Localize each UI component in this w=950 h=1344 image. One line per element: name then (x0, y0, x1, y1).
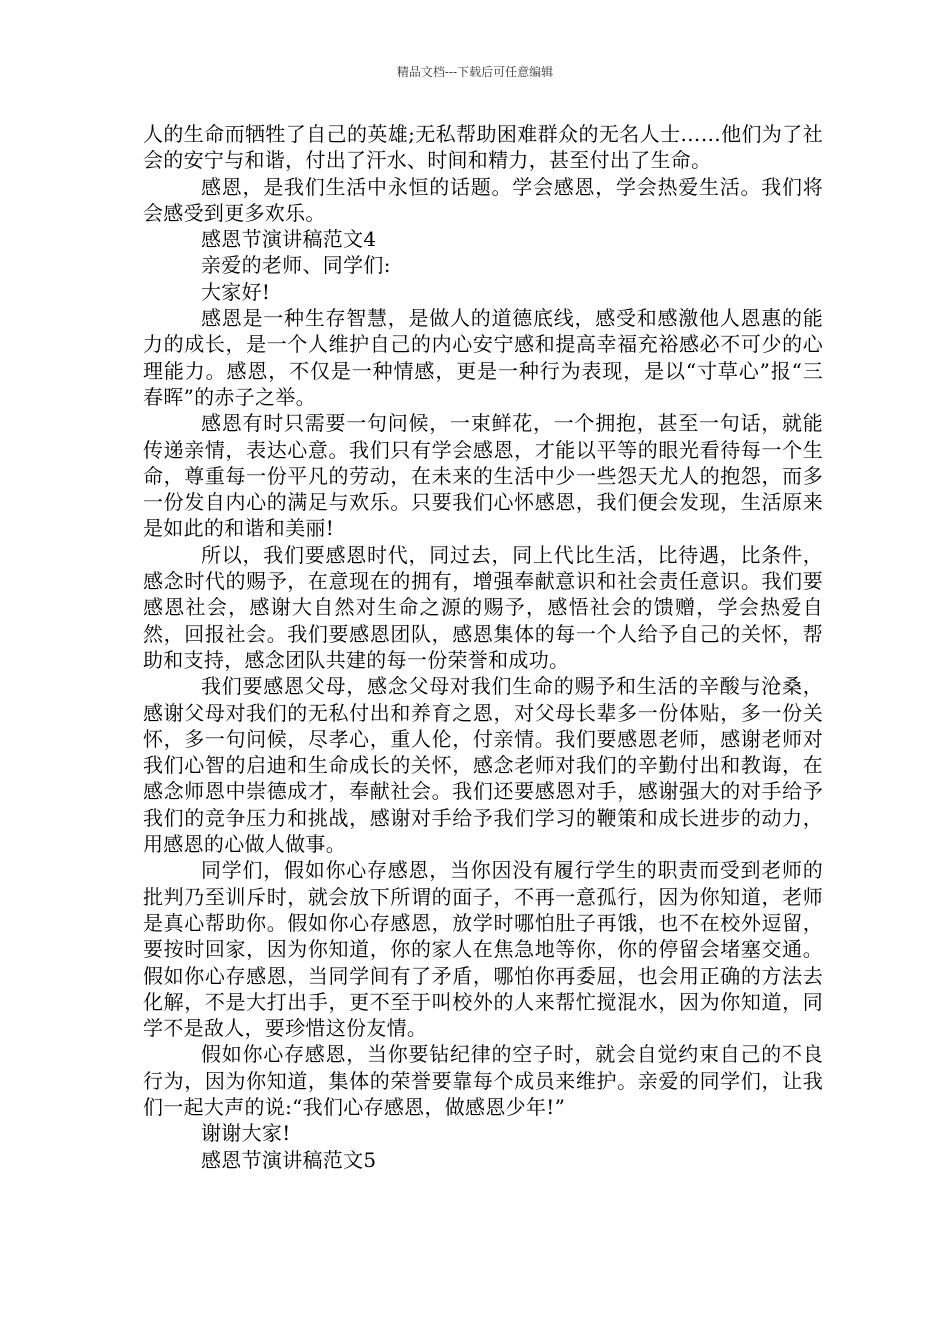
paragraph: 感恩是一种生存智慧，是做人的道德底线，感受和感激他人恩惠的能力的成长，是一个人维护自己的内心安宁感和提高幸福充裕感必不可少的心理能力。感恩，不仅是一种情感，更是一种行为表现，是以“寸草心”报“三春晖”的赤子之举。 (143, 306, 823, 409)
paragraph: 大家好! (201, 279, 271, 304)
page-header: 精品文档---下载后可任意编辑 (396, 65, 554, 79)
paragraph: 谢谢大家! (201, 1121, 291, 1146)
paragraph: 同学们，假如你心存感恩，当你因没有履行学生的职责而受到老师的批判乃至训斥时，就会放下所谓的面子，不再一意孤行，因为你知道，老师是真心帮助你。假如你心存感恩，放学时哪怕肚子再饿，也不在校外逗留，要按时回家，因为你知道，你的家人在焦急地等你，你的停留会堵塞交通。假如你心存感恩，当同学间有了矛盾，哪怕你再委屈，也会用正确的方法去化解，不是大打出手，更不至于叫校外的人来帮忙搅混水，因为你知道，同学不是敌人，要珍惜这份友情。 (143, 858, 823, 1041)
paragraph: 假如你心存感恩，当你要钻纪律的空子时，就会自觉约束自己的不良行为，因为你知道，集体的荣誉要靠每个成员来维护。亲爱的同学们，让我们一起大声的说:“我们心存感恩，做感恩少年!” (143, 1042, 823, 1119)
paragraph: 人的生命而牺牲了自己的英雄;无私帮助困难群众的无名人士……他们为了社会的安宁与和谐，付出了汗水、时间和精力，甚至付出了生命。 (143, 122, 823, 173)
document-body (143, 121, 823, 1173)
paragraph: 感恩，是我们生活中永恒的话题。学会感恩，学会热爱生活。我们将会感受到更多欢乐。 (143, 174, 823, 225)
paragraph: 亲爱的老师、同学们: (201, 253, 391, 278)
paragraph: 所以，我们要感恩时代，同过去，同上代比生活，比待遇，比条件，感念时代的赐予，在意现在的拥有，增强奉献意识和社会责任意识。我们要感恩社会，感谢大自然对生命之源的赐予，感悟社会的馈赠，学会热爱自然，回报社会。我们要感恩团队，感恩集体的每一个人给予自己的关怀，帮助和支持，感念团队共建的每一份荣誉和成功。 (143, 542, 823, 672)
paragraph: 我们要感恩父母，感念父母对我们生命的赐予和生活的辛酸与沧桑，感谢父母对我们的无私付出和养育之恩，对父母长辈多一份体贴，多一份关怀，多一句问候，尽孝心，重人伦，付亲情。我们要感恩老师，感谢老师对我们心智的启迪和生命成长的关怀，感念老师对我们的辛勤付出和教诲，在感念师恩中崇德成才，奉献社会。我们还要感恩对手，感谢强大的对手给予我们的竞争压力和挑战，感谢对手给予我们学习的鞭策和成长进步的动力，用感恩的心做人做事。 (143, 674, 823, 857)
paragraph: 感恩有时只需要一句问候，一束鲜花，一个拥抱，甚至一句话，就能传递亲情，表达心意。我们只有学会感恩，才能以平等的眼光看待每一个生命，尊重每一份平凡的劳动，在未来的生活中少一些怨天尤人的抱怨，而多一份发自内心的满足与欢乐。只要我们心怀感恩，我们便会发现，生活原来是如此的和谐和美丽! (143, 411, 823, 541)
paragraph: 感恩节演讲稿范文4 (201, 227, 377, 252)
paragraph: 感恩节演讲稿范文5 (201, 1147, 377, 1172)
